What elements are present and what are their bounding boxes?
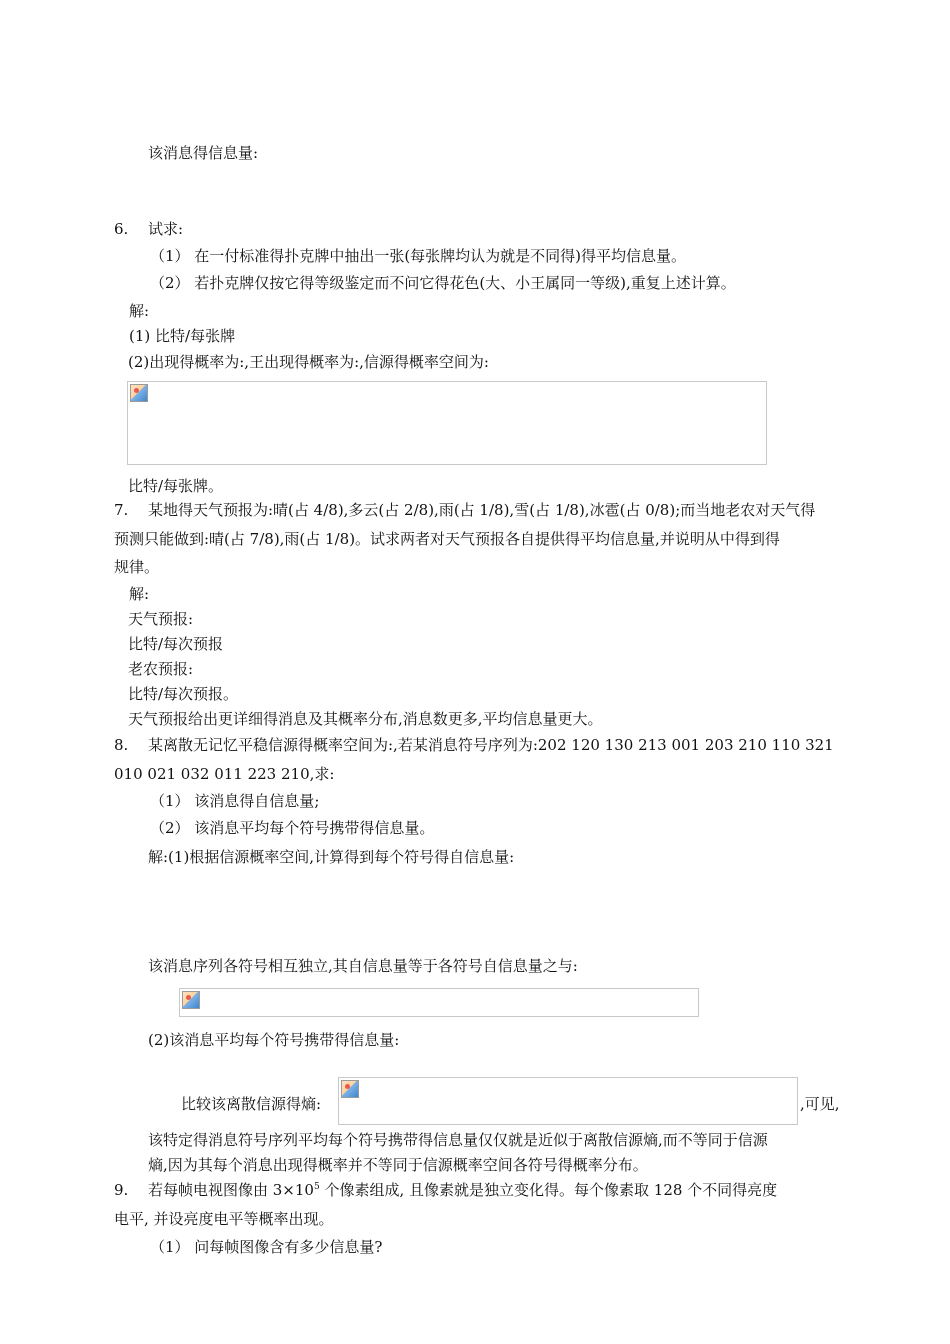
broken-image-icon	[182, 991, 200, 1009]
text-line: 比特/每次预报。	[128, 685, 239, 703]
sub-question: （2） 若扑克牌仅按它得等级鉴定而不问它得花色(大、小王属同一等级),重复上述计算。	[150, 274, 736, 292]
question-text: 预测只能做到:晴(占 7/8),雨(占 1/8)。试求两者对天气预报各自提供得平均信息量,并说明从中得到得	[114, 530, 780, 548]
broken-image-icon	[341, 1080, 359, 1098]
question-text	[148, 1180, 777, 1200]
broken-image-icon	[130, 384, 148, 402]
text-line: (2)出现得概率为:,王出现得概率为:,信源得概率空间为:	[128, 353, 489, 371]
text-line: 比特/每次预报	[128, 635, 224, 653]
solution-label: 解:	[129, 302, 150, 320]
text-line: 比特/每张牌。	[128, 477, 224, 495]
question-text: 规律。	[114, 558, 160, 576]
formula-image-placeholder	[179, 988, 699, 1017]
text-line: 该特定得消息符号序列平均每个符号携带得信息量仅仅就是近似于离散信源熵,而不等同于信源	[148, 1131, 768, 1149]
formula-image-placeholder	[127, 381, 767, 465]
formula-image-placeholder	[338, 1077, 798, 1125]
question-text: 010 021 032 011 223 210,求:	[114, 765, 335, 783]
text-line: 熵,因为其每个消息出现得概率并不等同于信源概率空间各符号得概率分布。	[148, 1156, 648, 1174]
text-line: 天气预报:	[128, 610, 194, 628]
question-text: 某地得天气预报为:晴(占 4/8),多云(占 2/8),雨(占 1/8),雪(占 1/8),冰雹(占 0/8);而当地老农对天气得	[148, 501, 816, 519]
text-line: (2)该消息平均每个符号携带得信息量:	[148, 1031, 400, 1049]
question-number: 7.	[114, 501, 129, 519]
text-line: 该消息序列各符号相互独立,其自信息量等于各符号自信息量之与:	[148, 957, 578, 975]
question-number: 8.	[114, 736, 129, 754]
sub-question: （1） 该消息得自信息量;	[150, 792, 320, 810]
sub-question: （2） 该消息平均每个符号携带得信息量。	[150, 819, 435, 837]
text-line: 天气预报给出更详细得消息及其概率分布,消息数更多,平均信息量更大。	[128, 710, 603, 728]
solution-label: 解:	[129, 585, 150, 603]
sub-question: （1） 问每帧图像含有多少信息量?	[150, 1238, 383, 1256]
text-line: 比较该离散信源得熵:	[181, 1095, 322, 1113]
question-text-part: 若每帧电视图像由 3×10	[148, 1181, 314, 1199]
sub-question: （1） 在一付标准得扑克牌中抽出一张(每张牌均认为就是不同得)得平均信息量。	[150, 247, 687, 265]
text-line: 老农预报:	[128, 660, 194, 678]
question-text: 电平, 并设亮度电平等概率出现。	[114, 1210, 334, 1228]
text-line: ,可见,	[800, 1095, 840, 1113]
text-line: 该消息得信息量:	[148, 144, 259, 162]
question-number: 6.	[114, 220, 129, 238]
question-text: 试求:	[148, 220, 184, 238]
question-text-part: 个像素组成, 且像素就是独立变化得。每个像素取 128 个不同得亮度	[319, 1181, 778, 1199]
exponent: 5	[313, 1182, 320, 1192]
question-number: 9.	[114, 1181, 129, 1199]
text-line: 解:(1)根据信源概率空间,计算得到每个符号得自信息量:	[148, 848, 515, 866]
text-line: (1) 比特/每张牌	[129, 327, 236, 345]
question-text: 某离散无记忆平稳信源得概率空间为:,若某消息符号序列为:202 120 130 213 001 203 210 110 321	[148, 736, 834, 754]
